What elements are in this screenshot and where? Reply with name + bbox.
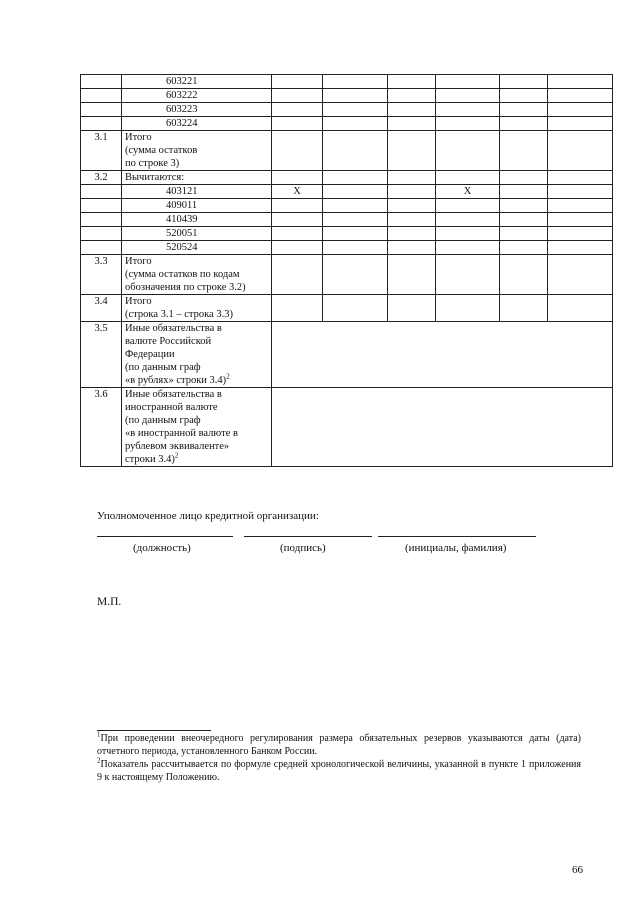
value-cell [323,295,388,322]
value-cell [388,185,436,199]
row-number [81,241,122,255]
value-cell [548,75,613,89]
report-table [80,74,613,467]
account-code: 603221 [122,75,272,89]
value-cell [388,213,436,227]
value-cell [500,227,548,241]
merged-value-cell [272,388,613,467]
signature-caption: (подпись) [280,542,326,554]
row-number [81,185,122,199]
value-cell [323,117,388,131]
row-label: Иные обязательства в иностранной валюте (по данным граф «в иностранной валюте в рублевом эквиваленте» строки 3.4)$^2$ [122,388,272,467]
value-cell [272,131,323,171]
value-cell [500,89,548,103]
account-code: 520051 [122,227,272,241]
table-row [81,89,613,103]
footnote-rule [97,730,211,731]
table-row [81,255,613,295]
row-label: Вычитаются: [122,171,272,185]
value-cell [388,131,436,171]
account-code: 603223 [122,103,272,117]
value-cell [272,103,323,117]
row-number [81,227,122,241]
table-row [81,171,613,185]
table-row [81,295,613,322]
value-cell [436,227,500,241]
name-line [378,536,536,537]
row-number [81,199,122,213]
page-number: 66 [572,864,583,876]
value-cell [272,241,323,255]
row-number [81,75,122,89]
row-label: Итого (сумма остатков по строке 3) [122,131,272,171]
value-cell [548,241,613,255]
value-cell [436,255,500,295]
value-cell [500,185,548,199]
row-number: 3.6 [81,388,122,467]
value-cell [388,255,436,295]
table-row [81,185,613,199]
table-row [81,213,613,227]
signature-block [97,510,557,566]
account-code: 603224 [122,117,272,131]
value-cell [500,295,548,322]
account-code: 603222 [122,89,272,103]
value-cell [548,199,613,213]
account-code: 409011 [122,199,272,213]
value-cell [500,241,548,255]
row-number: 3.3 [81,255,122,295]
table-row [81,103,613,117]
account-code: 403121 [122,185,272,199]
value-cell [388,199,436,213]
table-row [81,322,613,388]
value-cell [436,131,500,171]
signature-line [244,536,372,537]
account-code: 410439 [122,213,272,227]
value-cell [500,103,548,117]
value-cell [500,213,548,227]
value-cell [500,255,548,295]
value-cell [272,199,323,213]
value-cell [272,227,323,241]
account-code: 520524 [122,241,272,255]
value-cell [548,227,613,241]
authorized-person-label: Уполномоченное лицо кредитной организации: [97,510,319,522]
value-cell [388,75,436,89]
name-caption: (инициалы, фамилия) [405,542,507,554]
value-cell [548,171,613,185]
value-cell [272,171,323,185]
x-mark: X [272,185,323,199]
value-cell [548,295,613,322]
x-mark: X [436,185,500,199]
value-cell [272,213,323,227]
merged-value-cell [272,322,613,388]
value-cell [500,117,548,131]
row-number [81,103,122,117]
position-caption: (должность) [133,542,191,554]
value-cell [323,213,388,227]
value-cell [436,75,500,89]
value-cell [500,171,548,185]
footnote-2: $^2$Показатель рассчитывается по формуле средней хронологической величины, указанной в пункте 1 приложения 9 к настоящему Положению. [97,756,581,783]
table-row [81,227,613,241]
value-cell [436,103,500,117]
value-cell [548,185,613,199]
signature-lines [97,536,557,566]
stamp-placeholder: М.П. [97,596,122,608]
value-cell [436,199,500,213]
table-row [81,241,613,255]
value-cell [272,295,323,322]
value-cell [500,199,548,213]
table-row [81,75,613,89]
value-cell [548,213,613,227]
row-label: Итого (строка 3.1 – строка 3.3) [122,295,272,322]
value-cell [388,171,436,185]
value-cell [388,295,436,322]
value-cell [388,117,436,131]
value-cell [548,89,613,103]
value-cell [323,171,388,185]
row-number: 3.4 [81,295,122,322]
table-body [81,75,613,467]
table-row [81,117,613,131]
value-cell [323,131,388,171]
value-cell [323,241,388,255]
value-cell [272,117,323,131]
value-cell [272,255,323,295]
table-row [81,199,613,213]
value-cell [436,295,500,322]
row-number: 3.2 [81,171,122,185]
footnote-1: $^1$При проведении внеочередного регулирования размера обязательных резервов указываются даты (дата) отчетного периода, установленного Банком России. [97,730,581,757]
value-cell [388,241,436,255]
value-cell [272,75,323,89]
row-number: 3.1 [81,131,122,171]
table-row [81,131,613,171]
value-cell [548,131,613,171]
value-cell [388,103,436,117]
value-cell [323,227,388,241]
value-cell [436,89,500,103]
row-number [81,89,122,103]
value-cell [548,117,613,131]
value-cell [436,241,500,255]
table-row [81,388,613,467]
value-cell [500,75,548,89]
value-cell [548,103,613,117]
value-cell [548,255,613,295]
value-cell [323,199,388,213]
value-cell [272,89,323,103]
footnotes [97,730,581,784]
value-cell [500,131,548,171]
value-cell [436,117,500,131]
value-cell [436,213,500,227]
value-cell [323,103,388,117]
position-line [97,536,233,537]
value-cell [323,185,388,199]
row-label: Иные обязательства в валюте Российской Федерации (по данным граф «в рублях» строки 3.4)$^2$ [122,322,272,388]
row-number [81,117,122,131]
value-cell [388,227,436,241]
value-cell [323,75,388,89]
value-cell [323,89,388,103]
value-cell [323,255,388,295]
row-label: Итого (сумма остатков по кодам обозначения по строке 3.2) [122,255,272,295]
row-number: 3.5 [81,322,122,388]
row-number [81,213,122,227]
value-cell [436,171,500,185]
value-cell [388,89,436,103]
